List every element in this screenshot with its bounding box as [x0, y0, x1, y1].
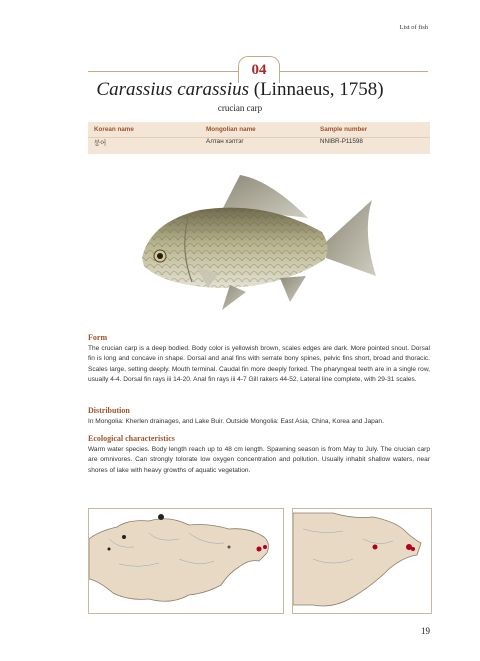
- species-title: [0, 79, 480, 101]
- map-mongolia: [88, 508, 284, 614]
- anal-fin: [280, 276, 306, 302]
- table-divider: [88, 137, 430, 138]
- sample-number-value: NNIBR-P11598: [320, 138, 363, 145]
- distribution-heading: Distribution: [88, 406, 130, 415]
- sample-number-cell: [320, 126, 367, 145]
- fish-photo: [130, 170, 380, 320]
- occurrence-marker: [257, 547, 262, 552]
- ecology-text: Warm water species. Body length reach up to 48 cm length. Spawning season is from May to July. The crucian carp are omnivores. Can strongly tolorate low oxygen concentration and pollution. Usually inhabit shallow waters, near shores of lake with heavy growths of aquatic vegetation.: [88, 446, 430, 474]
- map-east-detail: [292, 508, 432, 614]
- running-header: List of fish: [399, 24, 428, 31]
- occurrence-marker: [411, 547, 415, 551]
- mongolian-name-value: Алтан хэлтэг: [206, 138, 244, 145]
- korean-name-label: Korean name: [94, 126, 134, 133]
- korean-name-value: 붕어: [94, 140, 107, 147]
- form-text: The crucian carp is a deep bodied. Body color is yellowish brown, scales edges are dark. More pointed snout. Dorsal fin is long and concave in shape. Dorsal and anal fins with serrate bony spines, pelvic fins short, broad and thoracic. Scales large, setting deeply. Mouth terminal. Caudal fin more deeply forked. The pharyngeal teeth are in a single row, usually 4-4. Dorsal fin rays iii 14-20. Anal fin rays iii 4-7 Gill rakers 44-52. Lateral line complete, with 29-31 scales.: [88, 345, 430, 383]
- region-outline: [293, 513, 421, 606]
- mongolia-outline: [89, 519, 268, 602]
- korean-name-cell: [94, 126, 134, 147]
- species-number-block: [88, 52, 428, 80]
- distribution-text: In Mongolia: Kherlen drainages, and Lake Buir. Outside Mongolia: East Asia, China, Korea and Japan.: [88, 418, 384, 425]
- sample-number-label: Sample number: [320, 126, 368, 133]
- scientific-name: Carassius carassius: [96, 79, 249, 100]
- mongolian-name-label: Mongolian name: [206, 126, 256, 133]
- authority: (Linnaeus, 1758): [253, 79, 384, 100]
- names-table: [88, 122, 430, 154]
- species-number: 04: [238, 56, 280, 83]
- page-number: 19: [421, 626, 430, 636]
- ecology-heading: Ecological characteristics: [88, 434, 175, 443]
- form-heading: Form: [88, 333, 108, 342]
- caudal-fin: [326, 200, 376, 276]
- pelvic-fin: [222, 285, 246, 310]
- common-name: crucian carp: [217, 103, 263, 113]
- occurrence-marker: [263, 545, 267, 549]
- mongolian-name-cell: [206, 126, 256, 145]
- occurrence-marker: [373, 545, 378, 550]
